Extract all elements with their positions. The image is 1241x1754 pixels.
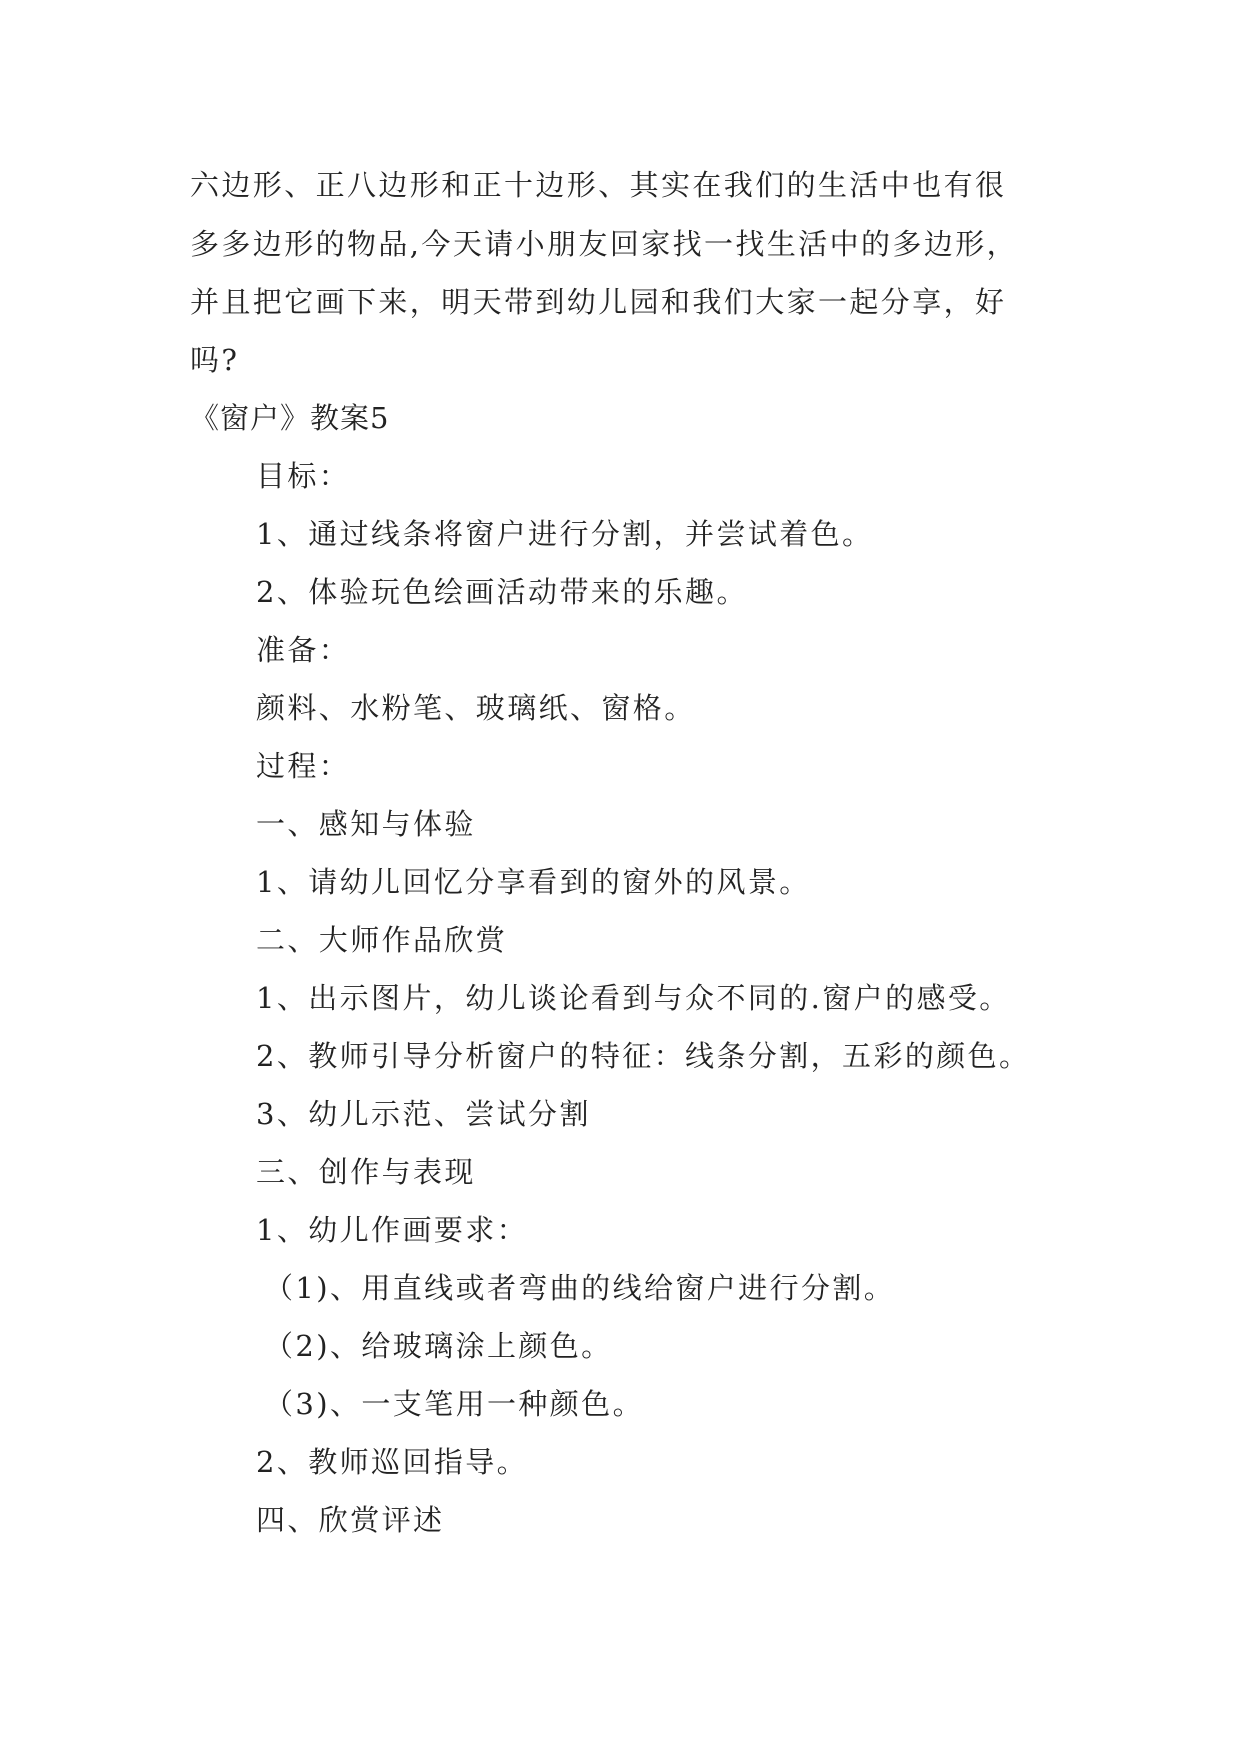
paragraph-line: 吗? — [190, 343, 240, 377]
subheading: 三、创作与表现 — [256, 1155, 476, 1189]
paragraph-line: 六边形、正八边形和正十边形、其实在我们的生活中也有很 — [190, 168, 1007, 202]
list-item: 1、出示图片，幼儿谈论看到与众不同的.窗户的感受。 — [256, 981, 1011, 1015]
heading-process: 过程： — [256, 749, 351, 783]
paragraph-line: 多多边形的物品,今天请小朋友回家找一找生活中的多边形， — [190, 227, 1019, 261]
list-item: （2)、给玻璃涂上颜色。 — [264, 1329, 613, 1363]
list-item: 3、幼儿示范、尝试分割 — [256, 1097, 591, 1131]
list-item: 1、请幼儿回忆分享看到的窗外的风景。 — [256, 865, 811, 899]
subheading: 一、感知与体验 — [256, 807, 476, 841]
list-item: （3)、一支笔用一种颜色。 — [264, 1387, 644, 1421]
list-item: （1)、用直线或者弯曲的线给窗户进行分割。 — [264, 1271, 896, 1305]
paragraph-line: 并且把它画下来，明天带到幼儿园和我们大家一起分享，好 — [190, 285, 1007, 319]
subheading: 四、欣赏评述 — [256, 1503, 445, 1537]
list-item: 1、幼儿作画要求： — [256, 1213, 529, 1247]
section-title: 《窗户》教案5 — [190, 401, 390, 435]
heading-goals: 目标： — [256, 459, 351, 493]
subheading: 二、大师作品欣赏 — [256, 923, 508, 957]
paragraph-line: 颜料、水粉笔、玻璃纸、窗格。 — [256, 691, 696, 725]
list-item: 2、体验玩色绘画活动带来的乐趣。 — [256, 575, 748, 609]
heading-preparation: 准备： — [256, 633, 351, 667]
list-item: 2、教师引导分析窗户的特征：线条分割，五彩的颜色。 — [256, 1039, 1031, 1073]
list-item: 1、通过线条将窗户进行分割，并尝试着色。 — [256, 517, 874, 551]
list-item: 2、教师巡回指导。 — [256, 1445, 529, 1479]
